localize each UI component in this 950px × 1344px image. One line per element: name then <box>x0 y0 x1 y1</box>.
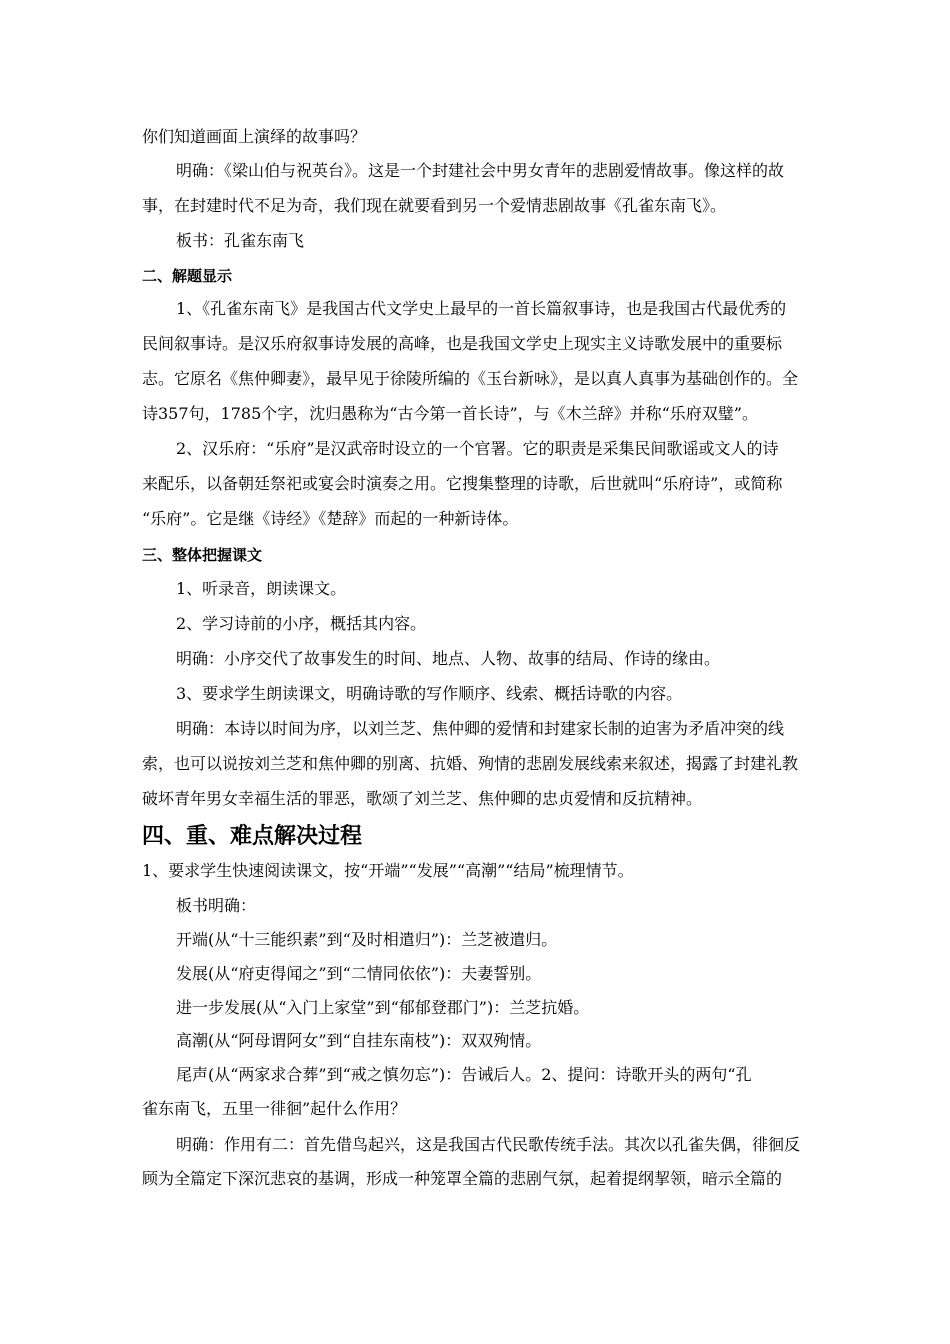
section-heading-large: 四、重、难点解决过程 <box>142 824 363 849</box>
section-heading: 三、整体把握课文 <box>142 546 263 564</box>
text-line: 进一步发展(从“入门上家堂”到“郁郁登郡门”)：兰芝抗婚。 <box>176 998 590 1017</box>
text-line: 板书：孔雀东南飞 <box>176 231 305 250</box>
text-line: 破坏青年男女幸福生活的罪恶，歌颂了刘兰芝、焦仲卿的忠贞爱情和反抗精神。 <box>142 789 703 808</box>
text-line: 明确：作用有二：首先借鸟起兴，这是我国古代民歌传统手法。其次以孔雀失偶，徘徊反 <box>176 1135 801 1154</box>
text-line: 明确：小序交代了故事发生的时间、地点、人物、故事的结局、作诗的缘由。 <box>176 649 721 668</box>
text-line: 开端(从“十三能织素”到“及时相遣归”)：兰芝被遣归。 <box>176 930 558 949</box>
text-line: 来配乐，以备朝廷祭祀或宴会时演奏之用。它搜集整理的诗歌，后世就叫“乐府诗”，或简称 <box>142 474 783 493</box>
section-heading: 二、解题显示 <box>142 267 233 285</box>
text-line: 明确：本诗以时间为序，以刘兰芝、焦仲卿的爱情和封建家长制的迫害为矛盾冲突的线 <box>176 719 785 738</box>
text-line: 诗357句，1785个字，沈归愚称为“古今第一首长诗”，与《木兰辞》并称“乐府双璧”。 <box>142 404 758 423</box>
text-line: 板书明确： <box>176 896 257 915</box>
text-line: 发展(从“府吏得闻之”到“二情同依依”)：夫妻誓别。 <box>176 964 542 983</box>
text-line: 2、汉乐府：“乐府”是汉武帝时设立的一个官署。它的职责是采集民间歌谣或文人的诗 <box>176 439 779 458</box>
text-line: 3、要求学生朗读课文，明确诗歌的写作顺序、线索、概括诗歌的内容。 <box>176 684 683 703</box>
text-line: 明确：《梁山伯与祝英台》。这是一个封建社会中男女青年的悲剧爱情故事。像这样的故 <box>176 161 785 180</box>
text-line: 高潮(从“阿母谓阿女”到“自挂东南枝”)：双双殉情。 <box>176 1031 542 1050</box>
text-line: 志。它原名《焦仲卿妻》，最早见于徐陵所编的《玉台新咏》，是以真人真事为基础创作的。全 <box>142 369 799 388</box>
text-line: 你们知道画面上演绎的故事吗？ <box>142 127 367 146</box>
text-line: 雀东南飞，五里一徘徊”起什么作用？ <box>142 1099 407 1118</box>
text-line: 民间叙事诗。是汉乐府叙事诗发展的高峰，也是我国文学史上现实主义诗歌发展中的重要标 <box>142 334 783 353</box>
text-line: 事，在封建时代不足为奇，我们现在就要看到另一个爱情悲剧故事《孔雀东南飞》。 <box>142 196 727 215</box>
text-line: 1、《孔雀东南飞》是我国古代文学史上最早的一首长篇叙事诗，也是我国古代最优秀的 <box>176 299 787 318</box>
text-line: 尾声(从“两家求合葬”到“戒之慎勿忘”)：告诫后人。2、提问：诗歌开头的两句“孔 <box>176 1065 752 1084</box>
text-line: 2、学习诗前的小序，概括其内容。 <box>176 614 427 633</box>
text-line: 1、听录音，朗读课文。 <box>176 579 347 598</box>
text-line: 顾为全篇定下深沉悲哀的基调，形成一种笼罩全篇的悲剧气氛，起着提纲挈领，暗示全篇的 <box>142 1169 783 1188</box>
text-line: 1、要求学生快速阅读课文，按“开端”“发展”“高潮”“结局”梳理情节。 <box>142 861 634 880</box>
text-line: “乐府”。它是继《诗经》《楚辞》而起的一种新诗体。 <box>142 509 519 528</box>
text-line: 索，也可以说按刘兰芝和焦仲卿的别离、抗婚、殉情的悲剧发展线索来叙述，揭露了封建礼教 <box>142 754 799 773</box>
